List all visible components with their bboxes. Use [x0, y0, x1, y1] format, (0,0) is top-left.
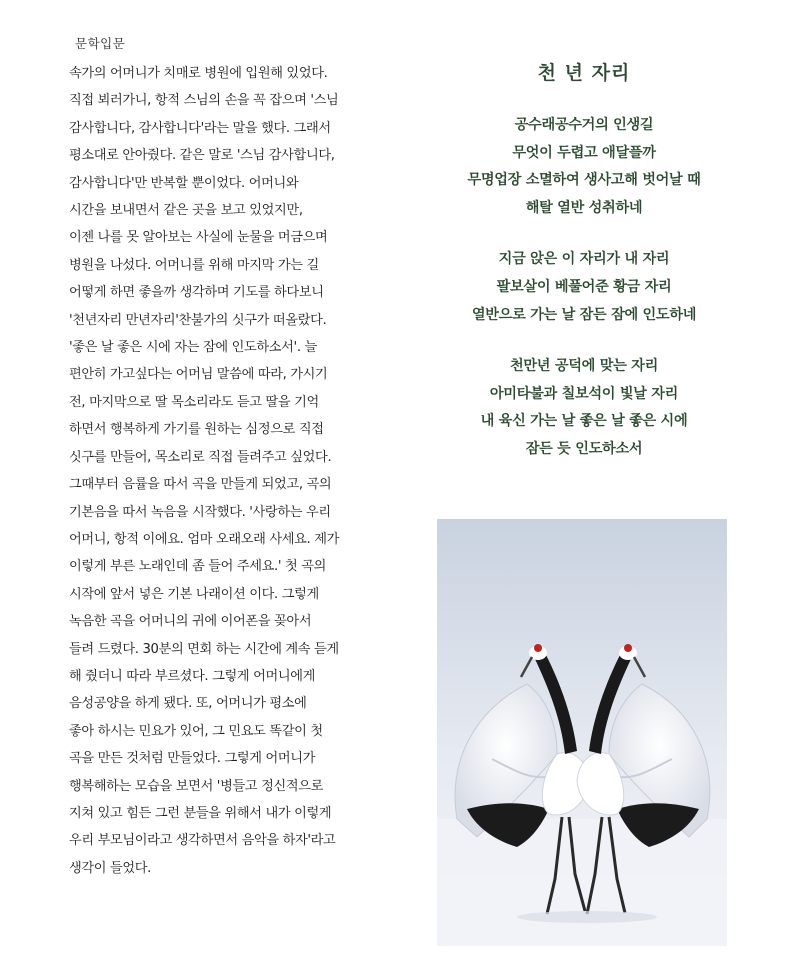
poem-line: 해탈 열반 성취하네	[525, 199, 643, 216]
body-line: 행복해하는 모습을 보면서 '병들고 정신적으로	[69, 778, 324, 794]
body-line: 시작에 앞서 넣은 기본 나래이션 이다. 그렇게	[69, 586, 319, 602]
poem-stanza-3	[432, 353, 736, 463]
poem-line: 공수래공수거의 인생길	[514, 117, 654, 133]
body-line: 생각이 들었다.	[69, 860, 152, 876]
body-line: 감사합니다, 감사합니다'라는 말을 했다. 그래서	[69, 120, 331, 136]
body-line: 어머니, 항적 이에요. 엄마 오래오래 사세요. 제가	[69, 531, 339, 547]
body-line: 직접 뵈러가니, 항적 스님의 손을 꼭 잡으며 '스님	[69, 93, 339, 109]
body-line: 음성공양을 하게 됐다. 또, 어머니가 평소에	[69, 696, 307, 712]
poem-line: 잠든 듯 인도하소서	[525, 440, 643, 457]
body-line: 녹음한 곡을 어머니의 귀에 이어폰을 꽂아서	[69, 614, 312, 630]
body-line: 이젠 나를 못 알아보는 사실에 눈물을 머금으며	[69, 230, 328, 246]
body-line: 속가의 어머니가 치매로 병원에 입원해 있었다.	[69, 66, 328, 81]
body-line: 들려 드렸다. 30분의 면회 하는 시간에 계속 듣게	[69, 641, 339, 657]
poem-stanza-1	[432, 112, 736, 222]
body-line: 편안히 가고싶다는 어머님 말씀에 따라, 가시기	[69, 367, 328, 383]
poem-stanza-2	[432, 246, 736, 329]
crane-photo	[437, 519, 727, 946]
body-line: 어떻게 하면 좋을까 생각하며 기도를 하다보니	[69, 285, 324, 301]
poem-line: 무명업장 소멸하여 생사고해 벗어날 때	[467, 172, 701, 189]
body-line: '좋은 날 좋은 시에 자는 잠에 인도하소서'. 늘	[69, 340, 317, 356]
body-line: 평소대로 안아줬다. 같은 말로 '스님 감사합니다,	[69, 148, 335, 164]
body-line: 이렇게 부른 노래인데 좀 들어 주세요.' 첫 곡의	[69, 559, 327, 575]
poem-line: 지금 앉은 이 자리가 내 자리	[498, 251, 670, 268]
body-line: 지쳐 있고 힘든 그런 분들을 위해서 내가 이렇게	[69, 805, 332, 821]
body-line: 시간을 보내면서 같은 곳을 보고 있었지만,	[69, 203, 303, 219]
body-line: 그때부터 음률을 따서 곡을 만들게 되었고, 곡의	[69, 477, 332, 493]
poem-line: 열반으로 가는 날 잠든 잠에 인도하네	[471, 306, 697, 323]
poem-line: 팔보살이 베풀어준 황금 자리	[496, 278, 672, 295]
body-line: 기본음을 따서 녹음을 시작했다. '사랑하는 우리	[69, 504, 331, 520]
body-line: 감사합니다'만 반복할 뿐이었다. 어머니와	[69, 175, 299, 191]
poem	[432, 58, 736, 464]
body-line: 우리 부모님이라고 생각하면서 음악을 하자'라고	[69, 833, 336, 849]
body-line: 좋아 하시는 민요가 있어, 그 민요도 똑같이 첫	[69, 723, 323, 739]
body-line: 싯구를 만들어, 목소리로 직접 들려주고 싶었다.	[69, 449, 332, 465]
section-label: 문학입문	[75, 36, 126, 51]
body-line: 전, 마지막으로 딸 목소리라도 듣고 딸을 기억	[69, 394, 319, 410]
poem-line: 내 육신 가는 날 좋은 날 좋은 시에	[480, 413, 688, 430]
body-line: 병원을 나섰다. 어머니를 위해 마지막 가는 길	[69, 257, 319, 273]
body-line: 하면서 행복하게 가기를 원하는 심정으로 직접	[69, 422, 324, 438]
poem-line: 아미타불과 칠보석이 빛날 자리	[489, 385, 679, 402]
poem-title: 천 년 자리	[537, 62, 631, 84]
body-text	[69, 60, 414, 882]
poem-line: 무엇이 두렵고 애달플까	[512, 144, 656, 161]
body-line: 해 줬더니 따라 부르셨다. 그렇게 어머니에게	[69, 668, 316, 684]
body-line: '천년자리 만년자리'찬불가의 싯구가 떠올랐다.	[69, 312, 327, 328]
poem-line: 천만년 공덕에 맞는 자리	[510, 358, 658, 375]
body-line: 곡을 만든 것처럼 만들었다. 그렇게 어머니가	[69, 751, 316, 767]
